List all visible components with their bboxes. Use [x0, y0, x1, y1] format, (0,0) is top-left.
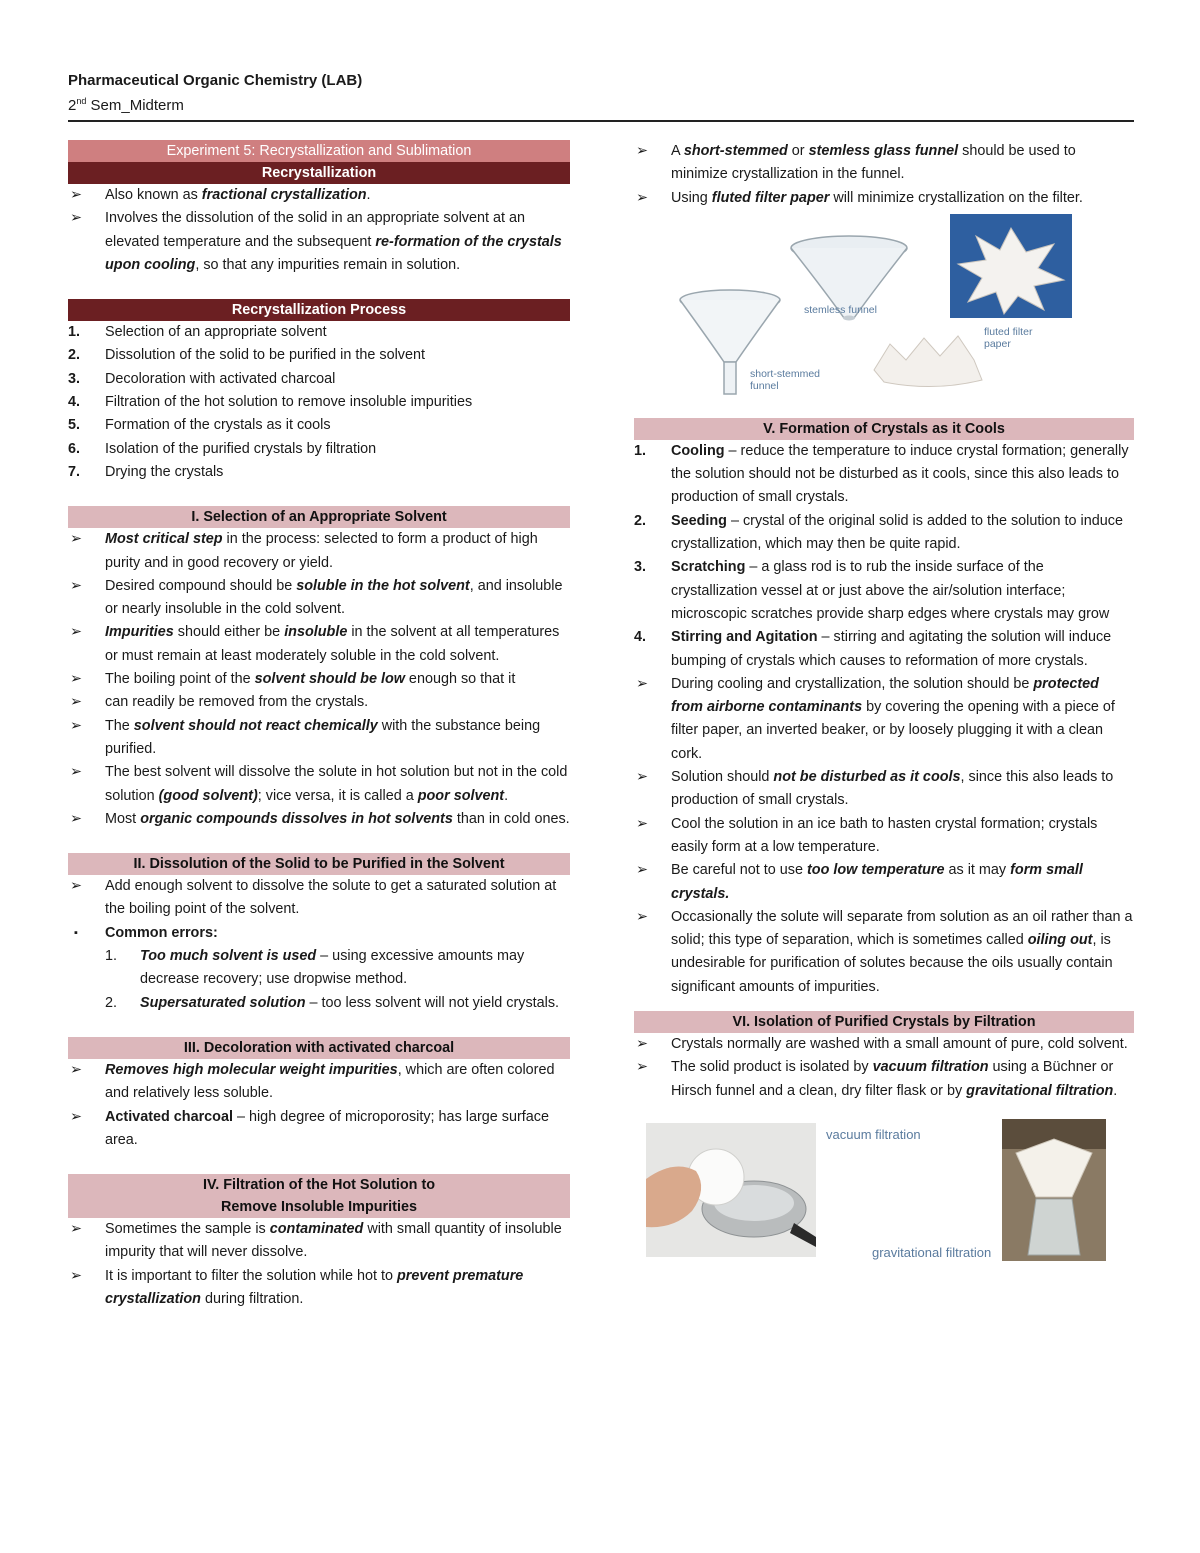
list-item: ➢ Be careful not to use too low temperature as it may form small crystals. — [636, 862, 1083, 902]
process-step: 2. Dissolution of the solid to be purified in the solvent — [68, 347, 425, 364]
section-heading-decoloration: III. Decoloration with activated charcoal — [68, 1037, 570, 1059]
list-item: 3. Scratching – a glass rod is to rub the inside surface of the crystallization vessel at or just above the air/solution interface; microscopic scratches provide sharp edges where crystals may grow — [634, 559, 1110, 622]
left-column — [68, 140, 570, 1311]
list-item: ➢ Solution should not be disturbed as it cools, since this also leads to production of small crystals. — [636, 769, 1114, 809]
arrow-bullet-icon: ➢ — [70, 187, 83, 203]
short-stemmed-funnel-label: short-stemmed funnel — [750, 367, 821, 392]
list-item: ➢ A short-stemmed or stemless glass funnel should be used to minimize crystallization in the funnel. — [636, 143, 1076, 183]
list-item: 1. Cooling – reduce the temperature to induce crystal formation; generally the solution should not be disturbed as it cools, since this also leads to production of small crystals. — [634, 442, 1129, 506]
stemless-funnel-label: stemless funnel — [804, 303, 877, 316]
gravitational-filtration-label: gravitational filtration — [872, 1244, 992, 1260]
section-heading-solvent: I. Selection of an Appropriate Solvent — [68, 506, 570, 528]
list-item: 2. Seeding – crystal of the original solid is added to the solution to induce crystallization, which may then be quite rapid. — [634, 512, 1123, 553]
process-heading: Recrystallization Process — [68, 299, 570, 321]
list-item: ➢ Cool the solution in an ice bath to hasten crystal formation; crystals easily form at a low temperature. — [636, 815, 1098, 855]
process-step: 5. Formation of the crystals as it cools — [68, 417, 331, 434]
list-item: 4. Stirring and Agitation – stirring and agitating the solution will induce bumping of crystals which causes to reformation of more crystals. — [634, 629, 1112, 669]
list-item: ➢ Involves the dissolution of the solid in an appropriate solvent at an elevated temperature and the subsequent re-formation of the crystals upon cooling, so that any impurities remain in solution. — [68, 207, 570, 277]
error-item: 1. Too much solvent is used – using excessive amounts may decrease recovery; use dropwise method. — [105, 948, 525, 988]
list-item: ➢ Impurities should either be insoluble in the solvent at all temperatures or must remain at least moderately soluble in the cold solvent. — [70, 624, 560, 664]
experiment-title: Experiment 5: Recrystallization and Sublimation — [68, 140, 570, 162]
list-item: ➢ Removes high molecular weight impurities, which are often colored and relatively less soluble. — [70, 1061, 555, 1102]
gravitational-filtration-photo-icon — [1002, 1119, 1106, 1261]
list-item: ➢ Desired compound should be soluble in the hot solvent, and insoluble or nearly insoluble in the cold solvent. — [70, 577, 563, 618]
fluted-filter-paper-label: fluted filter paper — [984, 325, 1033, 350]
list-item: ➢ Sometimes the sample is contaminated with small quantity of insoluble impurity that will never dissolve. — [70, 1221, 562, 1261]
semester-label: 2nd Sem_Midterm — [68, 96, 184, 114]
funnel-figure — [634, 210, 1134, 418]
list-item: ➢ Activated charcoal – high degree of microporosity; has large surface area. — [70, 1108, 549, 1148]
vacuum-filtration-photo-icon — [646, 1123, 816, 1257]
process-step: 7. Drying the crystals — [68, 463, 224, 480]
list-item: ➢ The solvent should not react chemically with the substance being purified. — [70, 717, 541, 757]
course-title: Pharmaceutical Organic Chemistry (LAB) — [68, 72, 363, 89]
arrow-bullet-icon: ➢ — [70, 210, 83, 227]
right-column — [634, 140, 1134, 1269]
section-heading-isolation: VI. Isolation of Purified Crystals by Filtration — [634, 1011, 1134, 1033]
recrystallization-heading: Recrystallization — [68, 162, 570, 184]
process-step: 1. Selection of an appropriate solvent — [68, 324, 327, 341]
section-heading-dissolution: II. Dissolution of the Solid to be Purified in the Solvent — [68, 853, 570, 875]
list-item: ➢ Using fluted filter paper will minimize crystallization on the filter. — [636, 189, 1083, 206]
section-heading-filtration: IV. Filtration of the Hot Solution to Remove Insoluble Impurities — [68, 1174, 570, 1218]
list-item: ➢ Most organic compounds dissolves in hot solvents than in cold ones. — [70, 810, 570, 827]
filtration-figure — [634, 1119, 1134, 1269]
funnel-illustration — [634, 210, 1134, 410]
list-item: ➢ During cooling and crystallization, the solution should be protected from airborne contaminants by covering the opening with a piece of filter paper, an inverted beaker, or by loosely plugging it with a clean cork. — [636, 675, 1115, 762]
vacuum-filtration-label: vacuum filtration — [826, 1126, 921, 1142]
list-item: ➢ Add enough solvent to dissolve the solute to get a saturated solution at the boiling point of the solvent. — [70, 878, 557, 918]
list-item: ➢ The best solvent will dissolve the solute in hot solution but not in the cold solution (good solvent); vice versa, it is called a poor solvent. — [70, 764, 568, 804]
process-step: 6. Isolation of the purified crystals by filtration — [68, 440, 377, 457]
header-rule — [68, 120, 1134, 122]
list-item: ➢ Most critical step in the process: selected to form a product of high purity and in good recovery or yield. — [70, 531, 538, 571]
fluted-filter-paper-icon — [874, 214, 1072, 387]
error-item: 2. Supersaturated solution – too less solvent will not yield crystals. — [105, 994, 560, 1011]
list-item: ➢ The boiling point of the solvent should be low enough so that it — [70, 671, 516, 688]
list-item: ➢ It is important to filter the solution while hot to prevent premature crystallization during filtration. — [70, 1267, 524, 1307]
list-item: ▪ Common errors: — [68, 922, 570, 945]
list-item: ➢ can readily be removed from the crystals. — [70, 694, 369, 711]
list-item: ➢ Occasionally the solute will separate from solution as an oil rather than a solid; this type of separation, which is sometimes called oiling out, is undesirable for purification of solutes because the oils usually contain significant amounts of impurities. — [636, 908, 1133, 995]
process-step: 3. Decoloration with activated charcoal — [68, 370, 336, 387]
list-item: ➢ Crystals normally are washed with a small amount of pure, cold solvent. — [636, 1036, 1128, 1053]
process-step: 4. Filtration of the hot solution to remove insoluble impurities — [68, 394, 473, 411]
square-bullet-icon: ▪ — [74, 926, 78, 939]
list-item: ➢ The solid product is isolated by vacuum filtration using a Büchner or Hirsch funnel and a clean, dry filter flask or by gravitational filtration. — [636, 1059, 1118, 1099]
section-heading-crystals: V. Formation of Crystals as it Cools — [634, 418, 1134, 440]
list-item: ➢ Also known as fractional crystallization. — [68, 184, 570, 207]
